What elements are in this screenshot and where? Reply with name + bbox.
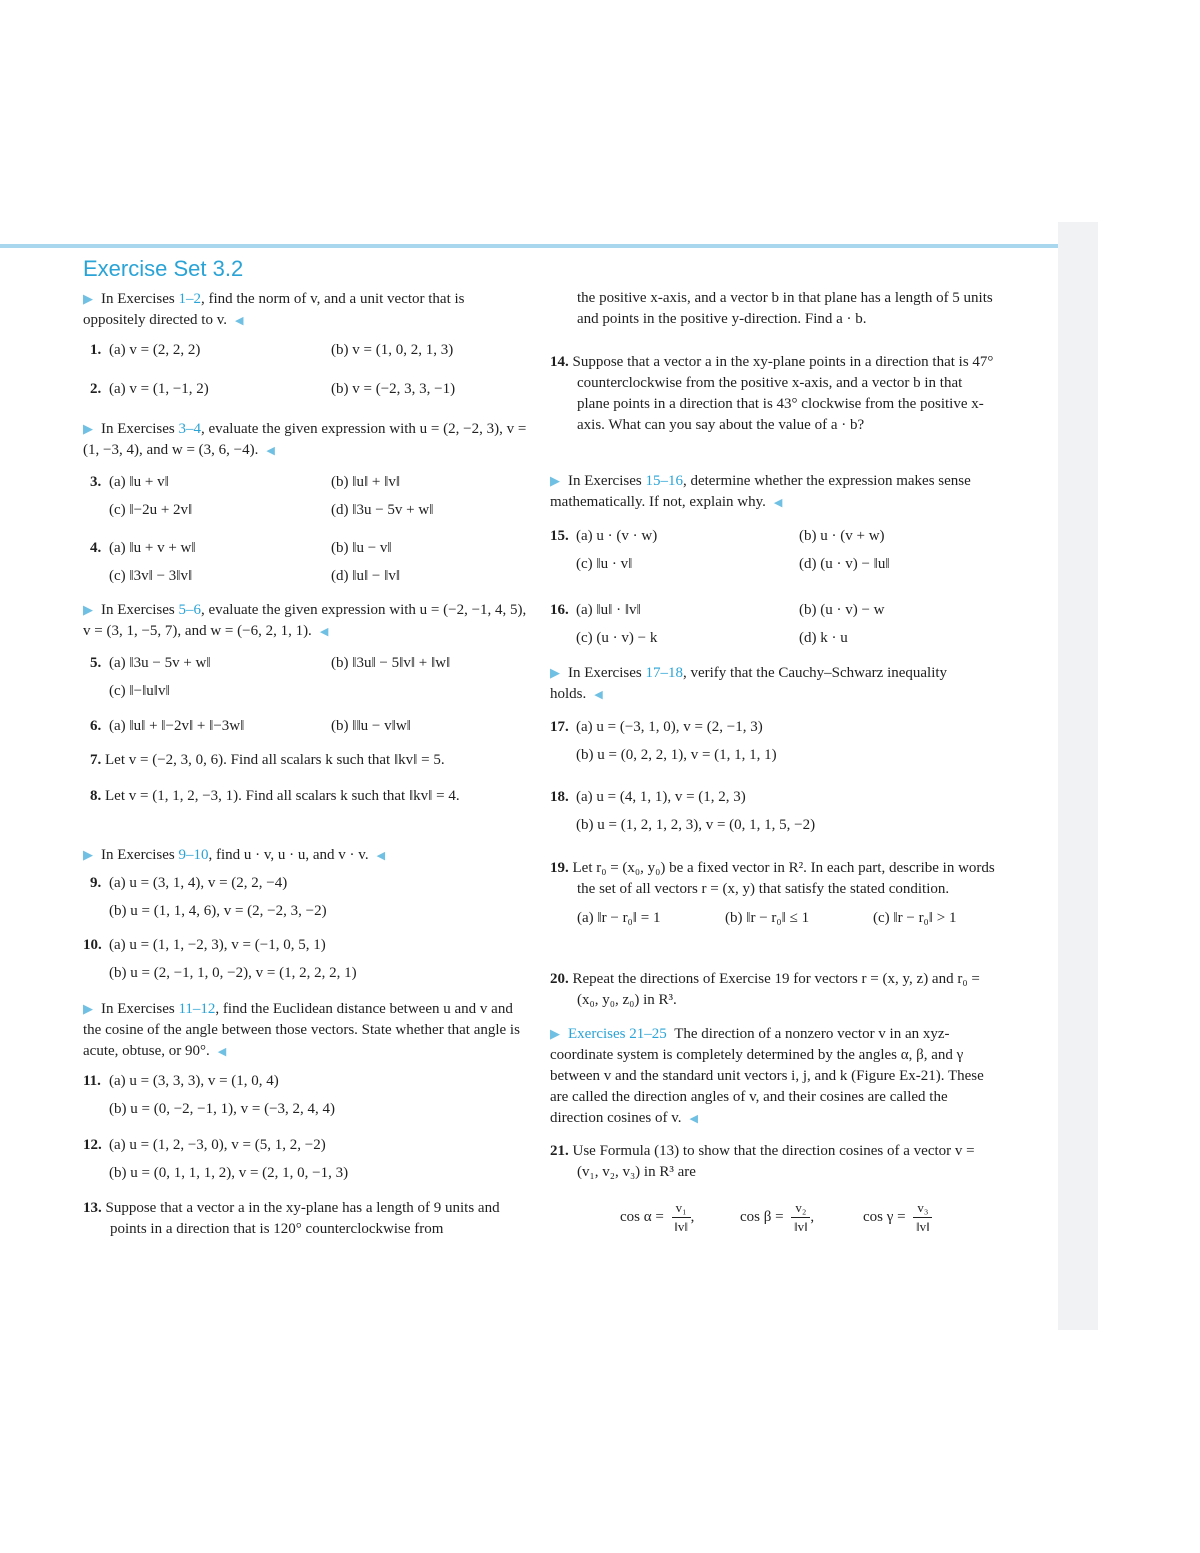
- arrow-right-icon: ▶: [83, 291, 93, 306]
- exercise-range-link[interactable]: 3–4: [178, 421, 201, 437]
- exercise-set-title: Exercise Set 3.2: [83, 256, 244, 281]
- exercise-17: 17. (a) u = (−3, 1, 0), v = (2, −1, 3) (b) u = (0, 2, 2, 1), v = (1, 1, 1, 1): [550, 719, 777, 763]
- arrow-left-icon: ◀: [266, 445, 275, 457]
- exercise-10: 10. (a) u = (1, 1, −2, 3), v = (−1, 0, 5, 1) (b) u = (2, −1, 1, 0, −2), v = (1, 2, 2, 2, 1): [83, 937, 357, 981]
- direction-cosine-formulas: [550, 1199, 997, 1243]
- instruction-1-2: ▶ In Exercises 1–2, find the norm of v, and a unit vector that is oppositely directed to v. ◀: [83, 291, 465, 328]
- cos-beta-formula: cos β = $\frac{\text{v₂}}{‖v‖}$ ,: [740, 1200, 815, 1234]
- exercise-11: 11. (a) u = (3, 3, 3), v = (1, 0, 4) (b) u = (0, −2, −1, 1), v = (−3, 2, 4, 4): [83, 1073, 336, 1117]
- exercise-2: 2. (a) v = (1, −1, 2) (b) v = (−2, 3, 3, −1): [90, 381, 456, 397]
- exercise-13: 13. Suppose that a vector a in the xy-plane has a length of 9 units and points in a direction that is 120° counterclockwise from: [83, 1200, 500, 1237]
- arrow-right-icon: ▶: [550, 665, 560, 680]
- section-rule: [0, 244, 1058, 248]
- arrow-left-icon: ◀: [319, 626, 329, 638]
- exercise-4: 4. (a) ‖u + v + w‖ (b) ‖u − v‖ (c) ‖3v‖ − 3‖v‖ (d) ‖u‖ − ‖v‖: [90, 540, 401, 584]
- arrow-right-icon: ▶: [83, 421, 93, 436]
- arrow-left-icon: ◀: [773, 497, 783, 509]
- instruction-5-6: ▶ In Exercises 5–6, evaluate the given expression with u = (−2, −1, 4, 5), v = (3, 1, −5, 7), and w = (−6, 2, 1, 1). ◀: [83, 602, 527, 639]
- instruction-11-12: ▶ In Exercises 11–12, find the Euclidean distance between u and v and the cosine of the angle between those vectors. State whether that angle is acute, obtuse, or 90°. ◀: [83, 1001, 520, 1059]
- exercise-21: 21. Use Formula (13) to show that the direction cosines of a vector v = (v₁, v₂, v₃) in R³ are: [550, 1143, 975, 1180]
- arrow-left-icon: ◀: [217, 1046, 227, 1058]
- instruction-3-4: ▶ In Exercises 3–4, evaluate the given expression with u = (2, −2, 3), v = (1, −3, 4), and w = (3, 6, −4). ◀: [83, 421, 527, 458]
- right-column: [550, 288, 997, 1234]
- cos-alpha-formula: cos α = $\frac{\text{v₁}}{‖v‖}$ ,: [620, 1200, 695, 1234]
- arrow-left-icon: ◀: [376, 850, 386, 862]
- exercise-15: 15. (a) u · (v · w) (b) u · (v + w) (c) ‖u · v‖ (d) (u · v) − ‖u‖: [550, 528, 890, 572]
- instruction-17-18: ▶ In Exercises 17–18, verify that the Cauchy–Schwarz inequality holds. ◀: [550, 665, 948, 702]
- instruction-21-25: ▶ Exercises 21–25 The direction of a nonzero vector v in an xyz-coordinate system is completely determined by the angles α, β, and γ between v and the standard unit vectors i, j, and k (Figure Ex-21). These are called the direction angles of v, and their cosines are called the direction cosines of v. ◀: [550, 1026, 984, 1126]
- exercise-13-continued: the positive x-axis, and a vector b in that plane has a length of 5 units and points in the positive y-direction. Find a · b.: [577, 290, 993, 327]
- instruction-15-16: ▶ In Exercises 15–16, determine whether the expression makes sense mathematically. If not, explain why. ◀: [550, 473, 971, 510]
- arrow-right-icon: ▶: [83, 602, 93, 617]
- exercise-range-link[interactable]: 15–16: [645, 473, 683, 489]
- cos-gamma-formula: cos γ = $\frac{\text{v₃}}{‖v‖}$: [863, 1199, 932, 1236]
- exercise-range-link[interactable]: Exercises 21–25: [568, 1026, 667, 1042]
- arrow-left-icon: ◀: [689, 1113, 698, 1125]
- exercise-16: 16. (a) ‖u‖ · ‖v‖ (b) (u · v) − w (c) (u · v) − k (d) k · u: [550, 602, 885, 646]
- exercise-5: 5. (a) ‖3u − 5v + w‖ (b) ‖3u‖ − 5‖v‖ + ‖w‖ (c) ‖−‖u‖v‖: [90, 655, 451, 699]
- exercise-range-link[interactable]: 9–10: [178, 847, 209, 863]
- arrow-left-icon: ◀: [594, 689, 603, 701]
- right-margin-gutter: [1058, 222, 1098, 1330]
- instruction-9-10: ▶ In Exercises 9–10, find u · v, u · u, and v · v. ◀: [83, 847, 386, 863]
- exercise-range-link[interactable]: 11–12: [178, 1001, 216, 1017]
- exercise-18: 18. (a) u = (4, 1, 1), v = (1, 2, 3) (b) u = (1, 2, 1, 2, 3), v = (0, 1, 1, 5, −2): [550, 789, 816, 833]
- exercise-7: 7. Let v = (−2, 3, 0, 6). Find all scalars k such that ‖kv‖ = 5.: [90, 752, 445, 768]
- exercise-3: 3. (a) ‖u + v‖ (b) ‖u‖ + ‖v‖ (c) ‖−2u + 2v‖ (d) ‖3u − 5v + w‖: [90, 474, 434, 518]
- exercise-14: 14. Suppose that a vector a in the xy-plane points in a direction that is 47° counterclockwise from the positive x-axis, and a vector b in that plane points in a direction that is 43° clockwise from the positive x-axis. What can you say about the value of a · b?: [550, 354, 994, 433]
- exercise-19: 19. Let r₀ = (x₀, y₀) be a fixed vector in R². In each part, describe in words the set of all vectors r = (x, y) that satisfy the stated condition. (a) ‖r − r₀‖ = 1 (b) ‖r − r₀‖ ≤ 1 (c) ‖r − r₀‖ > 1: [550, 860, 995, 926]
- arrow-right-icon: ▶: [550, 473, 560, 488]
- exercise-1: 1. (a) v = (2, 2, 2) (b) v = (1, 0, 2, 1, 3): [90, 342, 454, 358]
- arrow-right-icon: ▶: [83, 1001, 93, 1016]
- arrow-right-icon: ▶: [550, 1026, 560, 1041]
- arrow-right-icon: ▶: [83, 847, 93, 862]
- exercise-20: 20. Repeat the directions of Exercise 19 for vectors r = (x, y, z) and r₀ = (x₀, y₀, z₀) in R³.: [550, 971, 980, 1008]
- exercise-8: 8. Let v = (1, 1, 2, −3, 1). Find all scalars k such that ‖kv‖ = 4.: [90, 788, 460, 804]
- exercise-range-link[interactable]: 1–2: [178, 291, 201, 307]
- arrow-left-icon: ◀: [235, 315, 244, 327]
- exercise-range-link[interactable]: 17–18: [645, 665, 683, 681]
- exercise-12: 12. (a) u = (1, 2, −3, 0), v = (5, 1, 2, −2) (b) u = (0, 1, 1, 1, 2), v = (2, 1, 0, −1, 3): [83, 1137, 349, 1181]
- exercise-9: 9. (a) u = (3, 1, 4), v = (2, 2, −4) (b) u = (1, 1, 4, 6), v = (2, −2, 3, −2): [90, 875, 327, 919]
- exercise-range-link[interactable]: 5–6: [178, 602, 201, 618]
- exercise-6: 6. (a) ‖u‖ + ‖−2v‖ + ‖−3w‖ (b) ‖‖u − v‖w‖: [90, 718, 411, 734]
